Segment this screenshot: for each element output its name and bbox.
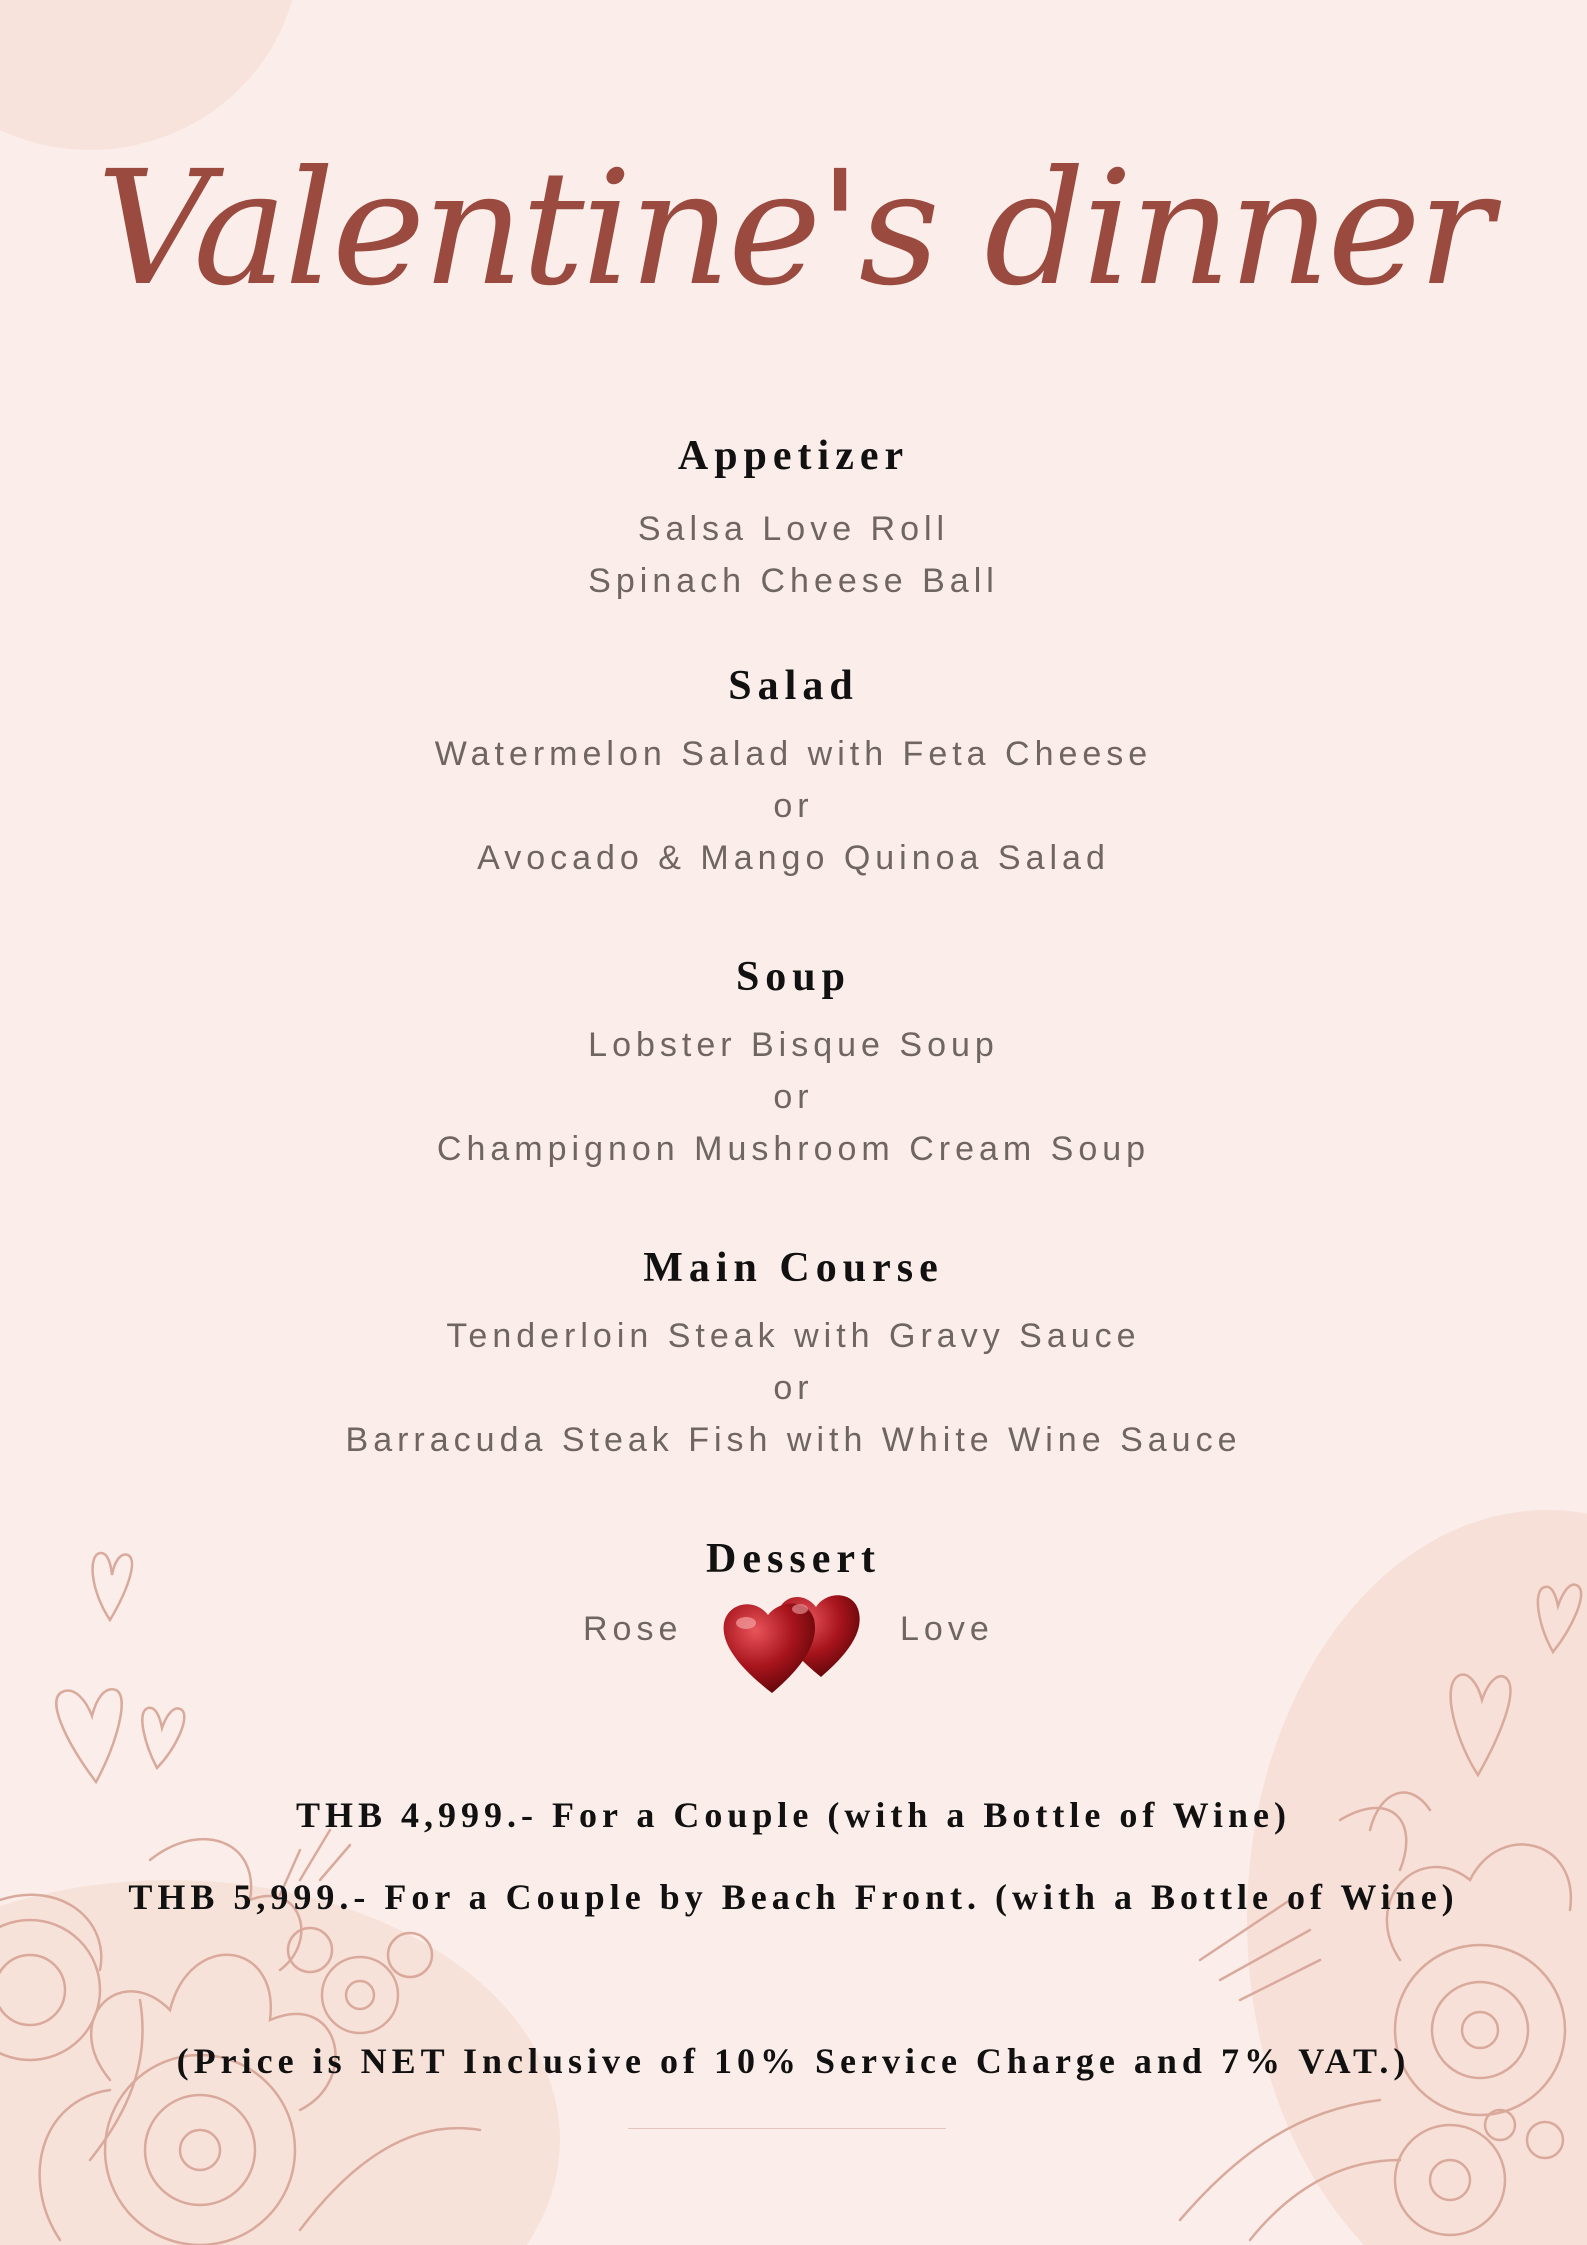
section-heading-main-course: Main Course xyxy=(643,1245,944,1291)
dish-item: Lobster Bisque Soup xyxy=(588,1026,999,1064)
heart-outline-icon xyxy=(1538,1585,1581,1652)
dish-item: Champignon Mushroom Cream Soup xyxy=(436,1130,1151,1168)
price-couple-beach-front: THB 5,999.- For a Couple by Beach Front. (with a Bottle of Wine) xyxy=(128,1877,1459,1917)
section-heading-soup: Soup xyxy=(735,954,852,1000)
dish-item: Watermelon Salad with Feta Cheese xyxy=(434,735,1153,773)
price-couple: THB 4,999.- For a Couple (with a Bottle of Wine) xyxy=(296,1795,1291,1835)
dish-item: Tenderloin Steak with Gravy Sauce xyxy=(446,1317,1141,1355)
divider xyxy=(628,2128,946,2129)
dish-or-separator: or xyxy=(773,1078,814,1116)
dish-or-separator: or xyxy=(773,1369,814,1407)
section-heading-appetizer: Appetizer xyxy=(677,433,910,479)
dish-item: Barracuda Steak Fish with White Wine Sauce xyxy=(345,1421,1242,1459)
dish-item: Spinach Cheese Ball xyxy=(588,562,999,600)
section-heading-dessert: Dessert xyxy=(706,1536,881,1582)
double-heart-icon xyxy=(716,1585,872,1697)
dessert-item-rose: Rose xyxy=(583,1610,683,1648)
section-heading-salad: Salad xyxy=(728,663,859,709)
dish-item: Salsa Love Roll xyxy=(637,510,950,548)
price-note: (Price is NET Inclusive of 10% Service Charge and 7% VAT.) xyxy=(176,2041,1411,2081)
heart-outline-icon xyxy=(56,1689,121,1782)
menu-title: Valentine's dinner xyxy=(96,137,1491,321)
dish-item: Avocado & Mango Quinoa Salad xyxy=(477,839,1110,877)
heart-outline-icon xyxy=(142,1708,184,1768)
dessert-item-love: Love xyxy=(900,1610,994,1648)
heart-outline-icon xyxy=(1451,1675,1511,1775)
dish-or-separator: or xyxy=(773,787,814,825)
